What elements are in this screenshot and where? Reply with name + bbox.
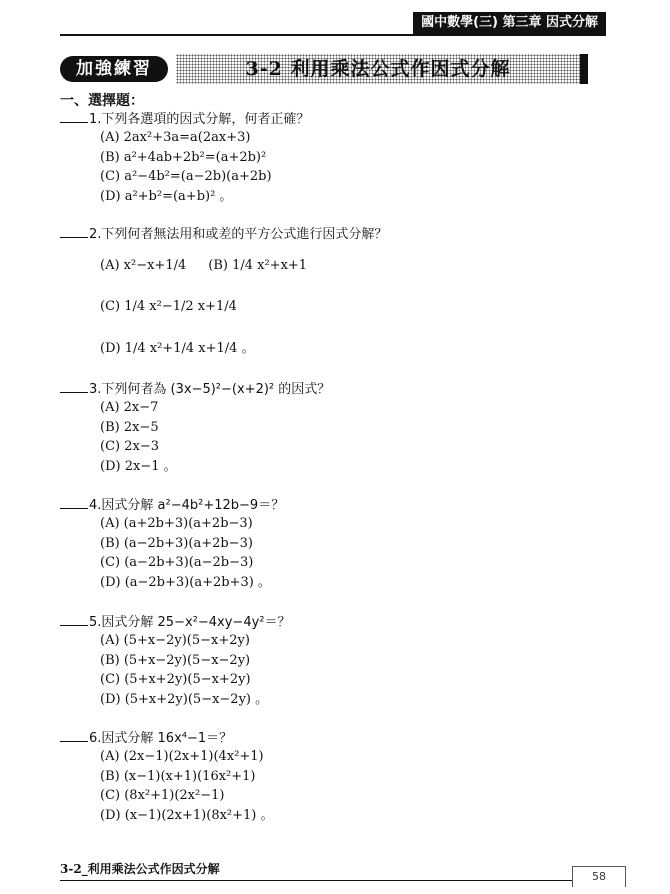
- option-a: (A) 2ax²+3a=a(2ax+3): [100, 130, 251, 145]
- question-stem: 6.因式分解 16x⁴−1＝？: [89, 731, 233, 746]
- option-d: (D) 2x−1 。: [100, 458, 177, 474]
- option-b: (B) a²+4ab+2b²=(a+2b)²: [100, 149, 267, 165]
- option-d: (D) 1/4 x²+1/4 x+1/4 。: [100, 340, 255, 356]
- practice-tag: 加強練習: [60, 56, 168, 82]
- answer-blank[interactable]: [60, 223, 88, 238]
- question-5: [60, 611, 291, 709]
- option-c: (C) a²−4b²=(a−2b)(a+2b): [100, 169, 272, 184]
- option-a: (A) x²−x+1/4: [100, 257, 187, 273]
- option-c: (C) 2x−3: [100, 439, 159, 454]
- page-number: 58: [572, 866, 626, 887]
- question-stem: 5.因式分解 25−x²−4xy−4y²＝？: [89, 615, 291, 630]
- option-b: (B) (5+x−2y)(5−x−2y): [100, 652, 251, 668]
- option-b: (B) (a−2b+3)(a+2b−3): [100, 535, 253, 551]
- question-4: [60, 494, 284, 592]
- option-d: (D) (a−2b+3)(a+2b+3) 。: [100, 574, 271, 590]
- option-a: (A) (a+2b+3)(a+2b−3): [100, 516, 253, 531]
- option-c: (C) (a−2b+3)(a−2b−3): [100, 555, 254, 570]
- banner-end-bar: [580, 54, 588, 84]
- option-b: (B) 2x−5: [100, 419, 159, 435]
- question-stem: 3.下列何者為 (3x−5)²−(x+2)² 的因式？: [89, 382, 331, 397]
- answer-blank[interactable]: [60, 727, 88, 742]
- footer-title: 3-2_利用乘法公式作因式分解: [60, 862, 220, 876]
- option-b: (B) 1/4 x²+x+1: [208, 257, 308, 273]
- option-a: (A) (2x−1)(2x+1)(4x²+1): [100, 749, 264, 764]
- section-title: 3-2 利用乘法公式作因式分解: [245, 58, 511, 80]
- question-stem: 4.因式分解 a²−4b²+12b−9＝？: [89, 498, 285, 513]
- option-c: (C) 1/4 x²−1/2 x+1/4: [100, 298, 237, 314]
- question-stem: 1.下列各選項的因式分解，何者正確？: [89, 112, 310, 127]
- section-heading: 一、選擇題：: [60, 93, 144, 109]
- question-2: [60, 223, 387, 363]
- answer-blank[interactable]: [60, 494, 88, 509]
- option-a: (A) (5+x−2y)(5−x+2y): [100, 633, 250, 648]
- section-banner: [60, 54, 608, 86]
- answer-blank[interactable]: [60, 611, 88, 626]
- question-3: [60, 378, 330, 476]
- option-d: (D) a²+b²=(a+b)² 。: [100, 188, 233, 204]
- option-c: (C) (5+x+2y)(5−x+2y): [100, 672, 251, 687]
- option-a: (A) 2x−7: [100, 400, 159, 415]
- option-b: (B) (x−1)(x+1)(16x²+1): [100, 768, 256, 784]
- question-6: [60, 727, 274, 825]
- header-rule: [60, 34, 606, 36]
- footer-rule: [60, 880, 606, 881]
- chapter-header: 國中數學(三) 第三章 因式分解: [413, 12, 606, 34]
- answer-blank[interactable]: [60, 378, 88, 393]
- option-c: (C) (8x²+1)(2x²−1): [100, 788, 225, 803]
- question-stem: 2.下列何者無法用和或差的平方公式進行因式分解？: [89, 227, 388, 242]
- option-d: (D) (x−1)(2x+1)(8x²+1) 。: [100, 807, 274, 823]
- answer-blank[interactable]: [60, 108, 88, 123]
- option-d: (D) (5+x+2y)(5−x−2y) 。: [100, 691, 269, 707]
- question-1: [60, 108, 309, 206]
